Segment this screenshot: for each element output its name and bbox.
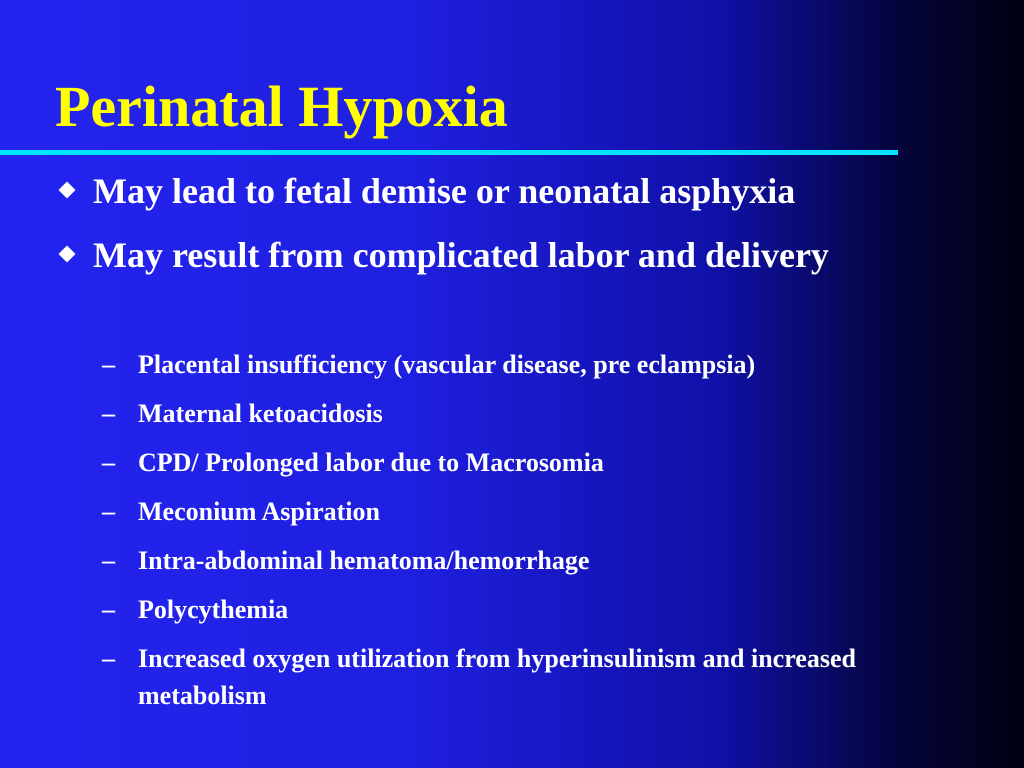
dash-marker: – (102, 399, 115, 428)
dash-marker: – (102, 350, 115, 379)
bullet-item (55, 164, 995, 218)
sub-bullet-text: Meconium Aspiration (138, 497, 380, 526)
sub-bullet-text: Intra-abdominal hematoma/hemorrhage (138, 546, 590, 575)
sub-bullet-item (102, 493, 982, 530)
sub-bullet-text: Placental insufficiency (vascular disease, pre eclampsia) (138, 350, 756, 379)
bullet-text: May result from complicated labor and delivery (93, 235, 829, 275)
slide-title: Perinatal Hypoxia (55, 74, 508, 139)
sub-bullet-item (102, 542, 982, 579)
sub-bullet-item (102, 444, 982, 481)
bullet-text: May lead to fetal demise or neonatal asphyxia (93, 171, 796, 211)
title-underline (0, 150, 898, 155)
sub-bullet-text: CPD/ Prolonged labor due to Macrosomia (138, 448, 604, 477)
sub-bullet-text: Maternal ketoacidosis (138, 399, 383, 428)
dash-marker: – (102, 595, 115, 624)
sub-bullet-text: Polycythemia (138, 595, 289, 624)
dash-marker: – (102, 644, 115, 673)
sub-bullet-item (102, 395, 982, 432)
dash-marker: – (102, 546, 115, 575)
bullet-item (55, 228, 995, 282)
dash-marker: – (102, 497, 115, 526)
sub-bullet-item (102, 346, 982, 383)
sub-bullet-text: Increased oxygen utilization from hyperinsulinism and increased metabolism (138, 644, 856, 710)
sub-bullet-item (102, 591, 982, 628)
sub-bullet-item (102, 640, 982, 714)
dash-marker: – (102, 448, 115, 477)
